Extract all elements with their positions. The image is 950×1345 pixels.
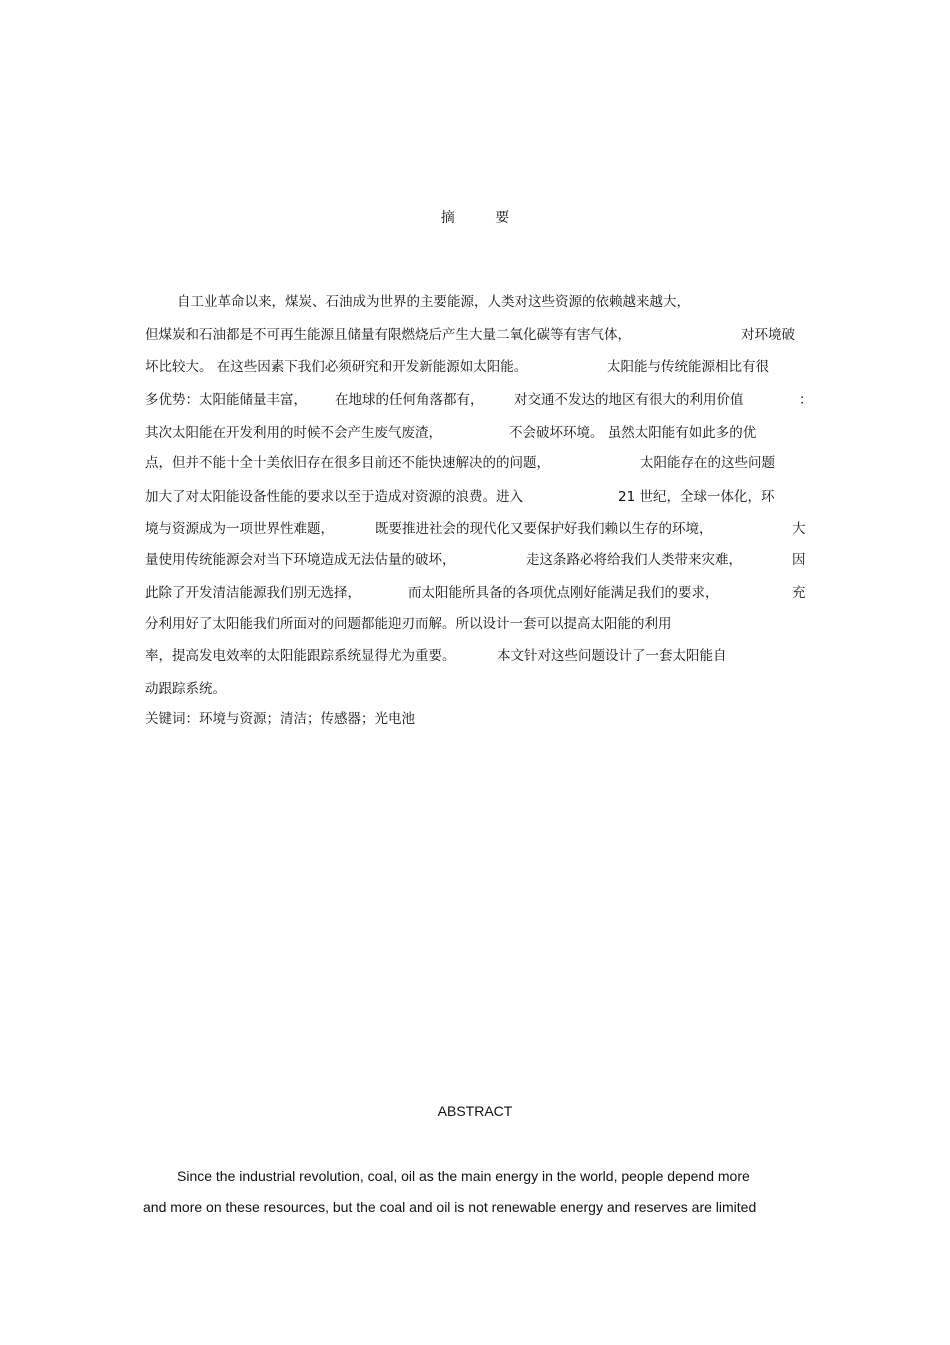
text-segment: 21 世纪，全球一体化，环: [618, 489, 775, 505]
text-segment: ：: [799, 392, 813, 408]
text-segment: 动跟踪系统。: [145, 681, 226, 697]
text-segment: 本文针对这些问题设计了一套太阳能自: [497, 648, 727, 664]
en-abstract-line: Since the industrial revolution, coal, oil as the main energy in the world, people depend more: [177, 1168, 750, 1184]
text-segment: 境与资源成为一项世界性难题，: [145, 521, 334, 537]
text-segment: 此除了开发清洁能源我们别无选择，: [145, 585, 361, 601]
en-abstract-title: ABSTRACT: [437, 1103, 513, 1119]
text-segment: 加大了对太阳能设备性能的要求以至于造成对资源的浪费。进入: [145, 489, 523, 505]
text-segment: 但煤炭和石油都是不可再生能源且储量有限燃烧后产生大量二氧化碳等有害气体，: [145, 327, 631, 343]
cn-abstract-title: 摘 要: [440, 210, 528, 226]
text-segment: 在地球的任何角落都有，: [335, 392, 484, 408]
cn-keywords: 关键词：环境与资源；清洁；传感器；光电池: [145, 711, 415, 727]
text-segment: 坏比较大。 在这些因素下我们必须研究和开发新能源如太阳能。: [145, 359, 528, 375]
text-segment: 既要推进社会的现代化又要保护好我们赖以生存的环境，: [375, 521, 713, 537]
text-segment: 走这条路必将给我们人类带来灾难，: [526, 552, 742, 568]
text-segment: 太阳能与传统能源相比有很: [607, 359, 769, 375]
text-segment: 因: [792, 552, 806, 568]
text-segment: 对环境破: [741, 327, 795, 343]
text-segment: 而太阳能所具备的各项优点刚好能满足我们的要求，: [408, 585, 719, 601]
text-segment: 点，但并不能十全十美依旧存在很多目前还不能快速解决的的问题，: [145, 455, 550, 471]
text-segment: 大: [792, 521, 806, 537]
text-segment: 不会破坏环境。 虽然太阳能有如此多的优: [509, 425, 757, 441]
text-segment: 分利用好了太阳能我们所面对的问题都能迎刃而解。所以设计一套可以提高太阳能的利用: [145, 616, 672, 632]
en-abstract-line: and more on these resources, but the coal and oil is not renewable energy and reserves are limited: [143, 1199, 757, 1215]
text-segment: 率，提高发电效率的太阳能跟踪系统显得尤为重要。: [145, 648, 456, 664]
text-segment: 多优势：太阳能储量丰富，: [145, 392, 307, 408]
text-segment: 其次太阳能在开发利用的时候不会产生废气废渣，: [145, 425, 442, 441]
text-segment: 量使用传统能源会对当下环境造成无法估量的破坏，: [145, 552, 456, 568]
text-segment: 对交通不发达的地区有很大的利用价值: [514, 392, 744, 408]
text-segment: 自工业革命以来，煤炭、石油成为世界的主要能源，人类对这些资源的依赖越来越大，: [177, 294, 690, 310]
text-segment: 充: [792, 585, 806, 601]
text-segment: 太阳能存在的这些问题: [640, 455, 775, 471]
